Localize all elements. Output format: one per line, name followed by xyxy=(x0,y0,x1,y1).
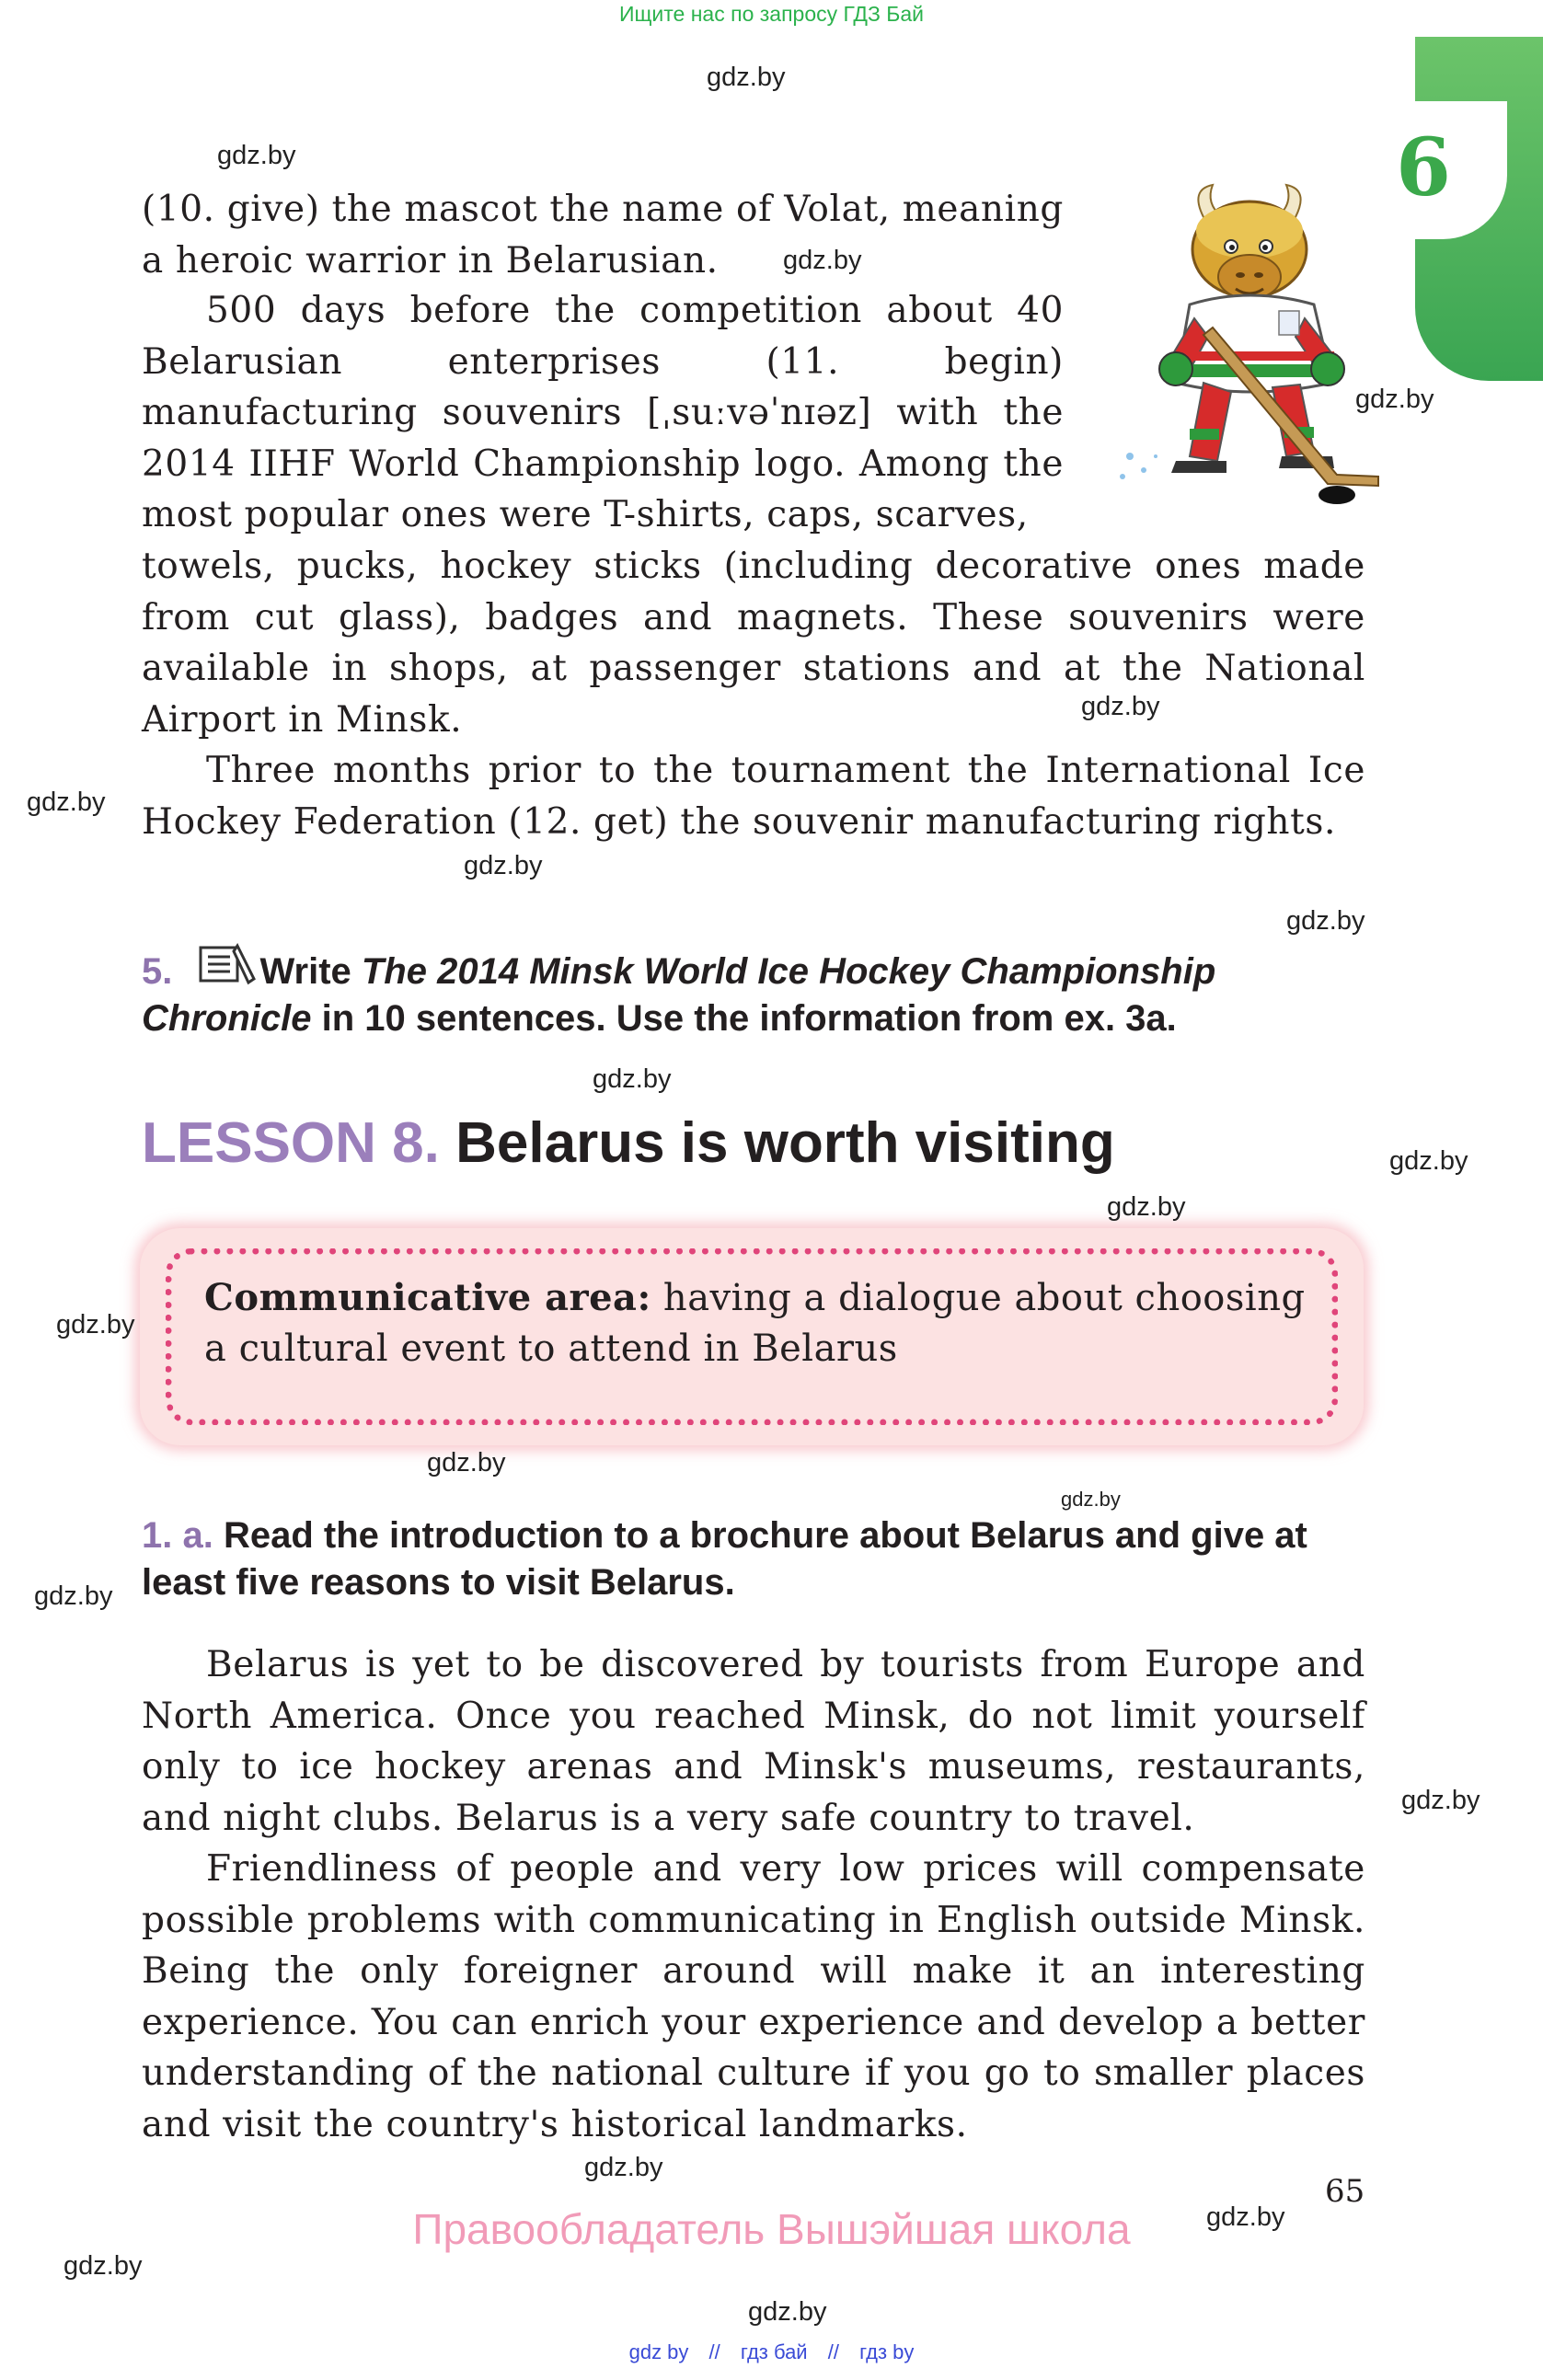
watermark: gdz.by xyxy=(1107,1192,1186,1222)
chapter-number: 6 xyxy=(1396,121,1451,214)
bottom-link-separator: // xyxy=(708,2340,720,2363)
task-1a-number: 1. a. xyxy=(142,1515,213,1556)
task-5-title-italic: The 2014 Minsk World Ice Hockey Championship Chronicle xyxy=(142,951,1216,1039)
bottom-link-separator: // xyxy=(827,2340,839,2363)
watermark: gdz.by xyxy=(1286,906,1365,936)
paragraph-manufacturing-rights: Three months prior to the tournament the International Ice Hockey Federation (12. get) the souvenir manufacturing rights. xyxy=(142,750,1365,843)
watermark: gdz.by xyxy=(427,1448,506,1477)
communicative-area-text xyxy=(204,1272,1327,1374)
lesson-heading xyxy=(142,1111,1115,1176)
communicative-area-label: Communicative area: xyxy=(204,1276,651,1319)
paragraph-friendliness: Friendliness of people and very low prices will compensate possible problems with communicating in English outside Minsk. Being the only foreigner around will make it an interesting experience. You can enrich your experience and develop a better understanding of the national culture if you go to smaller places and visit the country's historical landmarks. xyxy=(142,1848,1365,2145)
task-5-instruction xyxy=(142,949,1365,1042)
watermark: gdz.by xyxy=(584,2153,663,2182)
watermark: gdz.by xyxy=(63,2251,143,2281)
search-hint-link[interactable]: Ищите нас по запросу ГДЗ Бай xyxy=(618,2,925,26)
task-5-text-b: in 10 sentences. Use the information from ex. 3a. xyxy=(311,998,1177,1039)
bottom-links xyxy=(0,2340,1543,2364)
page-number: 65 xyxy=(1325,2173,1365,2210)
communicative-area-description: having a dialogue about choosing a cultural event to attend in Belarus xyxy=(204,1277,1306,1370)
bison-mascot-illustration xyxy=(1102,180,1424,521)
lesson-title: Belarus is worth visiting xyxy=(455,1111,1115,1175)
watermark: gdz.by xyxy=(593,1064,672,1094)
task-1a-text: Read the introduction to a brochure about Belarus and give at least five reasons to visit Belarus. xyxy=(142,1515,1307,1603)
bottom-link-gdz-bai[interactable]: гдз бай xyxy=(740,2340,808,2363)
task-5-number: 5. xyxy=(142,951,173,992)
watermark: gdz.by xyxy=(34,1581,113,1611)
watermark: gdz.by xyxy=(1206,2202,1285,2232)
communicative-area-box xyxy=(140,1228,1364,1445)
bottom-link-gdz-by[interactable]: gdz by xyxy=(628,2340,689,2363)
watermark: gdz.by xyxy=(748,2297,827,2327)
paragraph-belarus-intro: Belarus is yet to be discovered by tourists from Europe and North America. Once you reached Minsk, do not limit yourself only to ice hockey arenas and Minsk's museums, restaurants, and night clubs. Belarus is a very safe country to travel. xyxy=(142,1644,1365,1839)
watermark: gdz.by xyxy=(1061,1488,1121,1511)
watermark: gdz.by xyxy=(1355,385,1434,414)
copyright-holder-note: Правообладатель Вышэйшая школа xyxy=(412,2205,1131,2253)
lesson-label: LESSON 8. xyxy=(142,1111,440,1175)
watermark: gdz.by xyxy=(783,246,862,275)
watermark: gdz.by xyxy=(217,141,296,170)
task-5-text-a: Write xyxy=(259,951,362,992)
watermark: gdz.by xyxy=(464,851,543,880)
watermark: gdz.by xyxy=(1081,692,1160,721)
paragraph-souvenirs-continued: towels, pucks, hockey sticks (including decorative ones made from cut glass), badges and magnets. These souvenirs were available in shops, at passenger stations and at the National Airport in Minsk. xyxy=(142,546,1365,741)
watermark: gdz.by xyxy=(707,63,786,92)
task-1a-instruction xyxy=(142,1512,1365,1606)
watermark: gdz.by xyxy=(1389,1146,1468,1176)
bottom-link-gdz-by-cyr[interactable]: гдз by xyxy=(859,2340,915,2363)
watermark: gdz.by xyxy=(27,788,106,817)
paragraph-mascot-name: (10. give) the mascot the name of Volat, meaning a heroic warrior in Belarusian. xyxy=(142,189,1064,282)
watermark: gdz.by xyxy=(56,1310,135,1339)
paragraph-souvenirs: 500 days before the competition about 40 Belarusian enterprises (11. begin) manufacturing souvenirs [ˌsuːvəˈnɪəz] with the 2014 IIHF World Championship logo. Among the most popular ones were T-shirts, caps, scarves, xyxy=(142,290,1064,535)
watermark: gdz.by xyxy=(1401,1786,1480,1815)
